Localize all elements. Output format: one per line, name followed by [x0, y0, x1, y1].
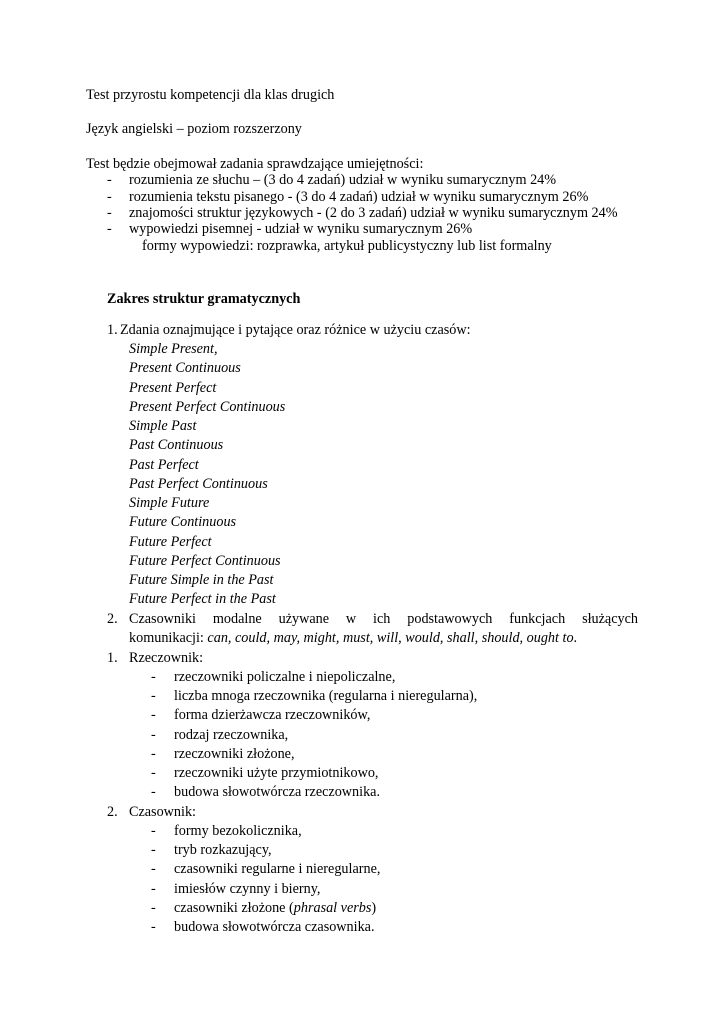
list-item: rodzaj rzeczownika,: [174, 727, 289, 743]
document-title: Test przyrostu kompetencji dla klas drugich: [86, 87, 335, 103]
list-bullet: -: [151, 784, 156, 800]
tense-item: Simple Past: [129, 418, 197, 434]
list-bullet: -: [151, 861, 156, 877]
list-bullet: -: [151, 765, 156, 781]
list-bullet: -: [107, 172, 112, 188]
list-number: 2.: [107, 804, 118, 820]
list-bullet: -: [151, 669, 156, 685]
modal-suffix: .: [573, 630, 578, 646]
list-item: formy bezokolicznika,: [174, 823, 302, 839]
list-item: imiesłów czynny i bierny,: [174, 881, 321, 897]
tense-item: Simple Future: [129, 495, 210, 511]
list-bullet: -: [107, 221, 112, 237]
intro-text: Test będzie obejmował zadania sprawdzające umiejętności:: [86, 156, 424, 172]
list-bullet: -: [151, 919, 156, 935]
list-item: rzeczowniki użyte przymiotnikowo,: [174, 765, 379, 781]
verb-title: Czasownik:: [129, 804, 196, 820]
tense-item: Future Perfect in the Past: [129, 591, 276, 607]
tense-item: Past Perfect: [129, 457, 199, 473]
list-item: znajomości struktur językowych - (2 do 3 zadań) udział w wyniku sumarycznym 24%: [129, 205, 618, 221]
list-item: tryb rozkazujący,: [174, 842, 272, 858]
phrasal-verbs: phrasal verbs: [293, 900, 372, 916]
noun-title: Rzeczownik:: [129, 650, 204, 666]
list-bullet: -: [151, 688, 156, 704]
list-item: budowa słowotwórcza czasownika.: [174, 919, 375, 935]
tense-item: Past Continuous: [129, 437, 224, 453]
word: funkcjach: [509, 611, 566, 627]
word: Czasowniki: [129, 611, 196, 627]
tense-item: Future Simple in the Past: [129, 572, 274, 588]
tense-item: Present Continuous: [129, 360, 241, 376]
tense-item: Future Perfect Continuous: [129, 553, 281, 569]
tenses-intro: Zdania oznajmujące i pytające oraz różnice w użyciu czasów:: [120, 322, 471, 338]
list-item: czasowniki regularne i nieregularne,: [174, 861, 381, 877]
list-item: rzeczowniki policzalne i niepoliczalne,: [174, 669, 396, 685]
document-subtitle: Język angielski – poziom rozszerzony: [86, 121, 302, 137]
modal-prefix: komunikacji:: [129, 630, 208, 646]
word: używane: [278, 611, 330, 627]
tense-item: Past Perfect Continuous: [129, 476, 268, 492]
word: podstawowych: [407, 611, 493, 627]
list-item: wypowiedzi pisemnej - udział w wyniku sumarycznym 26%: [129, 221, 473, 237]
phrasal-suffix: ): [371, 900, 377, 916]
word: modalne: [212, 611, 262, 627]
tense-item: Future Continuous: [129, 514, 237, 530]
list-bullet: -: [151, 842, 156, 858]
writing-forms: formy wypowiedzi: rozprawka, artykuł publicystyczny lub list formalny: [142, 238, 552, 254]
list-item: budowa słowotwórcza rzeczownika.: [174, 784, 381, 800]
tense-item: Future Perfect: [129, 534, 212, 550]
section-heading: Zakres struktur gramatycznych: [107, 291, 301, 307]
modal-verbs-list: [129, 629, 577, 648]
list-item: forma dzierżawcza rzeczowników,: [174, 707, 371, 723]
list-bullet: -: [107, 205, 112, 221]
list-item: rzeczowniki złożone,: [174, 746, 295, 762]
list-item: rozumienia ze słuchu – (3 do 4 zadań) udział w wyniku sumarycznym 24%: [129, 172, 557, 188]
list-item: rozumienia tekstu pisanego - (3 do 4 zadań) udział w wyniku sumarycznym 26%: [129, 189, 589, 205]
word: służących: [582, 611, 638, 627]
list-item: liczba mnoga rzeczownika (regularna i nieregularna),: [174, 688, 478, 704]
phrasal-prefix: czasowniki złożone (: [174, 900, 294, 916]
word: w: [345, 611, 357, 627]
list-number: 1.: [107, 650, 118, 666]
tense-item: Present Perfect: [129, 380, 217, 396]
word: ich: [373, 611, 391, 627]
list-bullet: -: [151, 746, 156, 762]
list-number: 2.: [107, 611, 118, 627]
list-bullet: -: [151, 881, 156, 897]
modal-verbs: can, could, may, might, must, will, would, shall, should, ought to: [207, 630, 574, 646]
modal-verbs-line: [129, 610, 638, 629]
tense-item: Simple Present,: [129, 341, 218, 357]
list-number: 1.: [107, 322, 118, 338]
list-bullet: -: [151, 900, 156, 916]
list-bullet: -: [151, 707, 156, 723]
tense-item: Present Perfect Continuous: [129, 399, 286, 415]
list-bullet: -: [107, 189, 112, 205]
list-item: [174, 899, 376, 918]
list-bullet: -: [151, 823, 156, 839]
list-bullet: -: [151, 727, 156, 743]
